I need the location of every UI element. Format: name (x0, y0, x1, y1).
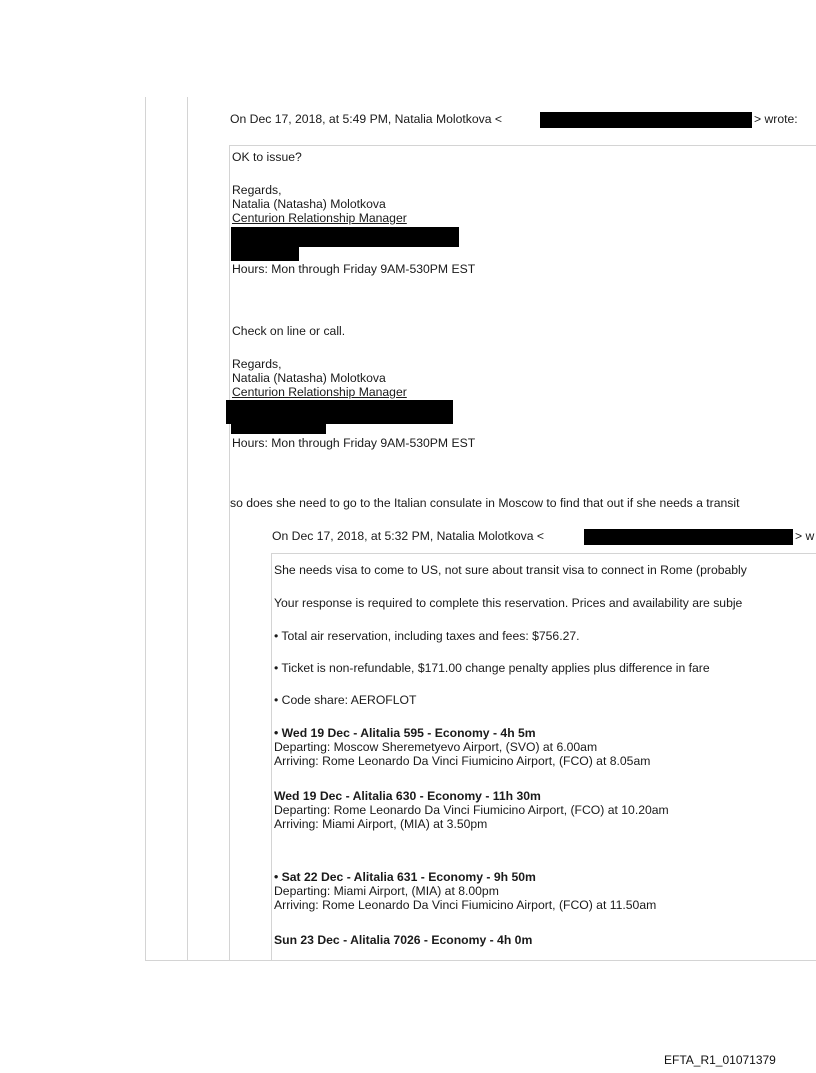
quote-border-level3 (229, 145, 230, 960)
quote-border-top-inner (271, 553, 816, 554)
redaction-contact-line-2 (231, 424, 326, 434)
quote-border-top (229, 145, 816, 146)
redaction-contact-line (226, 400, 453, 424)
flight-heading: • Sat 22 Dec - Alitalia 631 - Economy - 9h 50m (274, 870, 536, 884)
flight-arriving: Arriving: Rome Leonardo Da Vinci Fiumicino Airport, (FCO) at 11.50am (274, 898, 657, 912)
signature-regards: Regards, (232, 357, 282, 371)
signature-hours: Hours: Mon through Friday 9AM-530PM EST (232, 436, 476, 450)
bullet-total-reservation: • Total air reservation, including taxes and fees: $756.27. (274, 629, 580, 643)
visa-note-text: She needs visa to come to US, not sure about transit visa to connect in Rome (probably (274, 563, 747, 577)
signature-name: Natalia (Natasha) Molotkova (232, 371, 386, 385)
quote-border-level4 (271, 553, 272, 960)
quote-border-outer (145, 97, 146, 961)
flight-heading: Sun 23 Dec - Alitalia 7026 - Economy - 4h 0m (274, 933, 533, 947)
email-header-outer (230, 113, 502, 126)
quote-border-bottom (145, 960, 816, 961)
response-required-text: Your response is required to complete this reservation. Prices and availability are subje (274, 596, 743, 610)
signature-title: Centurion Relationship Manager (232, 385, 407, 399)
redaction-email-address (584, 529, 793, 545)
bullet-ticket-policy: • Ticket is non-refundable, $171.00 change penalty applies plus difference in fare (274, 661, 710, 675)
signature-hours: Hours: Mon through Friday 9AM-530PM EST (232, 262, 476, 276)
flight-arriving: Arriving: Rome Leonardo Da Vinci Fiumicino Airport, (FCO) at 8.05am (274, 754, 651, 768)
flight-departing: Departing: Rome Leonardo Da Vinci Fiumicino Airport, (FCO) at 10.20am (274, 803, 669, 817)
check-online-text: Check on line or call. (232, 324, 346, 338)
signature-name: Natalia (Natasha) Molotkova (232, 197, 386, 211)
redaction-email-address (540, 112, 752, 128)
quote-border-level2 (187, 97, 188, 961)
flight-heading: Wed 19 Dec - Alitalia 630 - Economy - 11h 30m (274, 789, 541, 803)
transit-question-text: so does she need to go to the Italian consulate in Moscow to find that out if she needs a transit (230, 496, 740, 510)
ok-to-issue-text: OK to issue? (232, 150, 302, 164)
email-header-inner (272, 530, 544, 543)
header-suffix: > w (795, 529, 815, 543)
redaction-contact-line-2 (231, 247, 299, 261)
signature-title: Centurion Relationship Manager (232, 211, 407, 225)
bullet-code-share: • Code share: AEROFLOT (274, 693, 417, 707)
document-id: EFTA_R1_01071379 (664, 1053, 776, 1067)
flight-heading: • Wed 19 Dec - Alitalia 595 - Economy - 4h 5m (274, 726, 536, 740)
header-prefix: On Dec 17, 2018, at 5:49 PM, Natalia Molotkova < (230, 112, 502, 126)
signature-regards: Regards, (232, 183, 282, 197)
flight-departing: Departing: Miami Airport, (MIA) at 8.00pm (274, 884, 499, 898)
flight-departing: Departing: Moscow Sheremetyevo Airport, (SVO) at 6.00am (274, 740, 598, 754)
redaction-contact-line (231, 227, 459, 247)
header-suffix: > wrote: (754, 112, 798, 126)
header-prefix: On Dec 17, 2018, at 5:32 PM, Natalia Molotkova < (272, 529, 544, 543)
flight-arriving: Arriving: Miami Airport, (MIA) at 3.50pm (274, 817, 488, 831)
